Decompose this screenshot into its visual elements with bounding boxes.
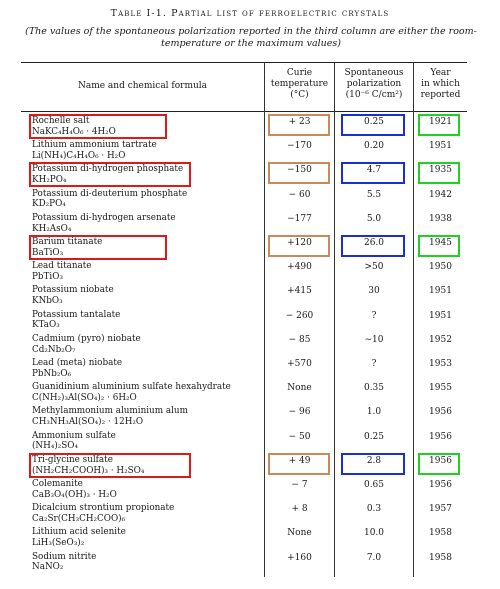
row-curie: None	[287, 528, 312, 539]
row-year: 1938	[429, 213, 452, 224]
header-rule	[21, 111, 467, 112]
row-polarization: 0.35	[363, 383, 385, 394]
year-highlight-box	[418, 235, 460, 257]
year-highlight-box	[418, 162, 460, 184]
table-row	[32, 358, 264, 380]
row-year: 1955	[429, 383, 452, 394]
row-name: Barium titanate	[32, 237, 103, 247]
row-polarization: 0.3	[366, 504, 382, 515]
row-formula: PbTiO₃	[32, 271, 63, 282]
row-polarization: >50	[364, 262, 384, 273]
table-row	[32, 140, 264, 162]
header-polarization-line: Spontaneous	[344, 68, 404, 78]
table-row	[32, 431, 264, 453]
row-polarization: 7.0	[366, 552, 382, 563]
row-year: 1956	[429, 407, 452, 418]
row-formula: KH₂AsO₄	[32, 223, 72, 234]
row-polarization: ?	[371, 359, 377, 369]
curie-highlight-box	[268, 235, 330, 257]
row-polarization: 2.8	[366, 455, 382, 466]
row-curie: + 8	[291, 504, 308, 515]
row-formula: KD₂PO₄	[32, 199, 66, 210]
row-polarization: 0.65	[363, 480, 385, 490]
row-curie: −177	[287, 213, 312, 224]
table-row	[32, 552, 264, 574]
header-polarization	[335, 68, 413, 101]
year-highlight-box	[418, 453, 460, 475]
row-name: Sodium nitrite	[32, 551, 97, 562]
row-name: Ammonium sulfate	[32, 430, 116, 441]
row-polarization: ∼10	[364, 334, 384, 345]
table-row	[32, 189, 264, 211]
header-polarization-line: (10⁻⁶ C/cm²)	[345, 90, 403, 100]
row-name: Potassium niobate	[32, 285, 114, 296]
row-name: Tri-glycine sulfate	[32, 454, 113, 465]
row-formula: Cd₂Nb₂O₇	[32, 344, 76, 355]
header-curie	[265, 68, 334, 101]
row-year: 1958	[429, 528, 452, 539]
polarization-highlight-box	[341, 162, 405, 184]
row-name: Potassium tantalate	[32, 309, 121, 320]
name-highlight-box	[29, 453, 191, 478]
header-curie-line: (°C)	[290, 90, 309, 100]
row-formula: LiH₃(SeO₃)₂	[32, 538, 85, 549]
table-note: (The values of the spontaneous polarization reported in the third column are either the room-temperature or the maximum values)	[25, 26, 477, 49]
row-polarization: 1.0	[366, 407, 382, 418]
polarization-highlight-box	[341, 453, 405, 475]
row-curie: +415	[287, 286, 312, 297]
row-polarization: 0.25	[363, 431, 385, 442]
row-formula: KH₂PO₄	[32, 175, 67, 186]
name-highlight-box	[29, 235, 167, 260]
row-polarization: 30	[368, 286, 380, 297]
name-highlight-box	[29, 114, 167, 139]
row-curie: − 50	[288, 431, 311, 442]
curie-highlight-box	[268, 114, 330, 136]
row-year: 1950	[429, 262, 452, 273]
row-curie: +120	[287, 238, 312, 248]
table-title: Table I-1. Partial list of ferroelectric crystals	[110, 8, 390, 19]
row-name: Dicalcium strontium propionate	[32, 503, 175, 514]
row-curie: −150	[287, 165, 312, 176]
row-curie: − 60	[288, 189, 311, 200]
row-year: 1921	[429, 117, 452, 127]
table-row	[32, 213, 264, 235]
row-year: 1957	[429, 504, 452, 515]
row-curie: +490	[287, 262, 312, 273]
row-curie: − 85	[288, 334, 311, 345]
table-row	[32, 261, 264, 283]
row-formula: (NH₂CH₂COOH)₃ · H₂SO₄	[32, 465, 145, 476]
top-rule	[21, 62, 467, 63]
header-year-line: Year	[430, 68, 451, 78]
row-formula: BaTiO₃	[32, 247, 64, 258]
name-highlight-box	[29, 162, 191, 187]
row-year: 1956	[429, 480, 452, 490]
curie-highlight-box	[268, 162, 330, 184]
row-formula: Li(NH₄)C₄H₄O₆ · H₂O	[32, 150, 126, 161]
header-year-line: reported	[420, 90, 461, 100]
row-formula: KTaO₃	[32, 320, 60, 331]
row-name: Rochelle salt	[32, 116, 90, 126]
table-row	[32, 285, 264, 307]
row-name: Lead titanate	[32, 261, 92, 272]
table-row	[32, 310, 264, 332]
year-highlight-box	[418, 114, 460, 136]
table-row	[32, 527, 264, 549]
polarization-highlight-box	[341, 235, 405, 257]
row-year: 1951	[429, 141, 452, 152]
row-name: Potassium di-deuterium phosphate	[32, 188, 188, 199]
row-year: 1952	[429, 334, 452, 345]
header-curie-line: Curie	[286, 68, 313, 78]
row-curie: +570	[287, 359, 312, 369]
row-formula: NaKC₄H₄O₆ · 4H₂O	[32, 126, 116, 137]
polarization-highlight-box	[341, 114, 405, 136]
row-curie: None	[287, 383, 312, 394]
table-row	[32, 406, 264, 428]
row-curie: +160	[287, 552, 312, 563]
row-name: Lead (meta) niobate	[32, 358, 123, 368]
table-row	[32, 382, 264, 404]
row-year: 1935	[429, 165, 452, 176]
row-name: Lithium ammonium tartrate	[32, 140, 157, 151]
row-formula: Ca₂Sr(CH₃CH₂COO)₆	[32, 513, 126, 524]
row-formula: C(NH₂)₃Al(SO₄)₂ · 6H₂O	[32, 392, 137, 403]
curie-highlight-box	[268, 453, 330, 475]
row-year: 1951	[429, 310, 452, 321]
row-name: Potassium di-hydrogen arsenate	[32, 212, 176, 223]
row-polarization: 5.5	[366, 189, 382, 200]
row-name: Cadmium (pyro) niobate	[32, 333, 141, 344]
row-polarization: ?	[371, 310, 377, 321]
header-year	[414, 68, 467, 101]
row-polarization: 0.25	[363, 117, 385, 127]
row-name: Guanidinium aluminium sulfate hexahydrate	[32, 382, 231, 393]
row-formula: CaB₃O₄(OH)₃ · H₂O	[32, 489, 117, 500]
row-polarization: 5.0	[366, 213, 382, 224]
table-row	[32, 503, 264, 525]
row-formula: NaNO₂	[32, 562, 64, 573]
header-name: Name and chemical formula	[77, 81, 208, 91]
header-year-line: in which	[421, 79, 460, 89]
row-year: 1956	[429, 431, 452, 442]
row-year: 1953	[429, 359, 452, 369]
row-formula: (NH₄)₂SO₄	[32, 441, 79, 452]
table-row	[32, 479, 264, 501]
row-name: Potassium di-hydrogen phosphate	[32, 164, 184, 175]
row-name: Colemanite	[32, 479, 83, 489]
table-row	[32, 334, 264, 356]
row-year: 1945	[429, 238, 452, 248]
row-polarization: 26.0	[363, 238, 385, 248]
row-name: Lithium acid selenite	[32, 527, 126, 538]
row-name: Methylammonium aluminium alum	[32, 406, 188, 417]
row-curie: + 49	[288, 455, 311, 466]
row-polarization: 4.7	[366, 165, 382, 176]
row-polarization: 0.20	[363, 141, 385, 152]
row-curie: − 7	[291, 480, 308, 490]
row-formula: KNbO₃	[32, 296, 63, 307]
row-year: 1942	[429, 189, 452, 200]
row-year: 1951	[429, 286, 452, 297]
header-polarization-line: polarization	[346, 79, 402, 89]
row-curie: + 23	[288, 117, 311, 127]
row-formula: PbNb₂O₆	[32, 368, 72, 379]
header-curie-line: temperature	[270, 79, 329, 89]
row-curie: − 260	[285, 310, 314, 321]
row-curie: − 96	[288, 407, 311, 418]
row-year: 1956	[429, 455, 452, 466]
row-year: 1958	[429, 552, 452, 563]
row-polarization: 10.0	[363, 528, 385, 539]
row-curie: −170	[287, 141, 312, 152]
row-formula: CH₃NH₃Al(SO₄)₂ · 12H₂O	[32, 417, 144, 428]
